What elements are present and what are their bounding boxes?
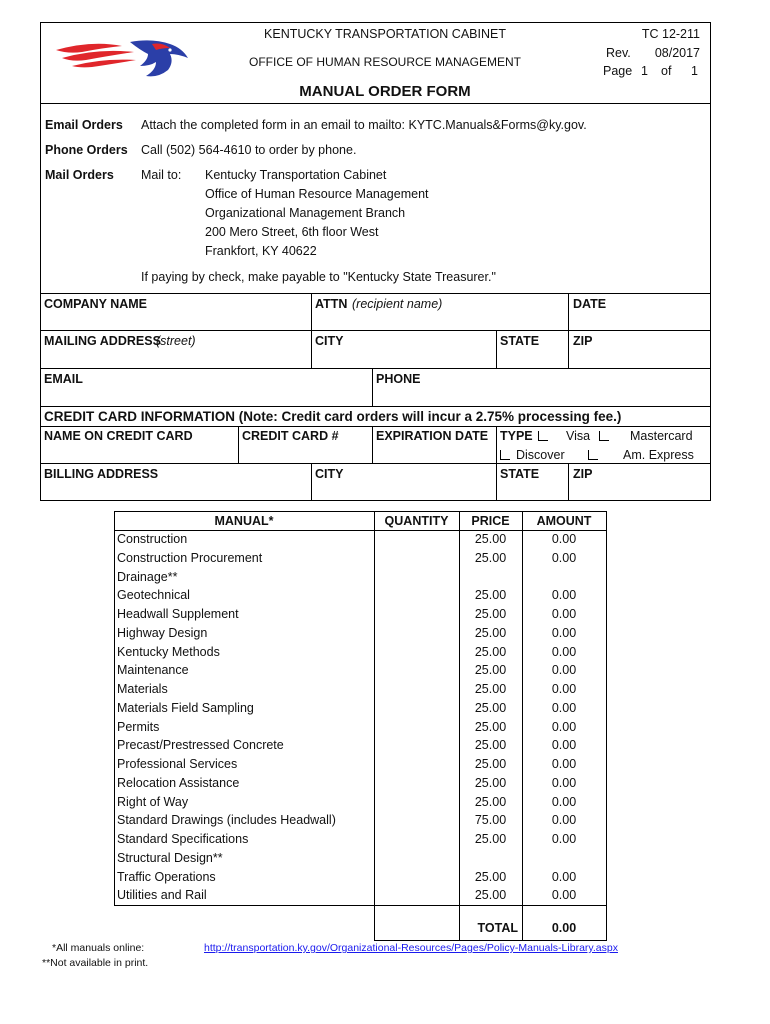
manual-name: Standard Drawings (includes Headwall) [117, 813, 336, 828]
manual-name: Standard Specifications [117, 832, 249, 846]
manual-amount: 0.00 [551, 719, 577, 734]
manual-price: 25.00 [474, 644, 507, 659]
name-on-card-field[interactable]: NAME ON CREDIT CARD [44, 429, 193, 443]
rev-label: Rev. [606, 46, 631, 60]
manual-name: Materials Field Sampling [117, 700, 254, 715]
manual-amount: 0.00 [551, 775, 577, 790]
mail-address-line: Kentucky Transportation Cabinet [205, 168, 387, 182]
page-number: 1 [641, 64, 648, 78]
print-note: **Not available in print. [42, 957, 149, 969]
expiration-field[interactable]: EXPIRATION DATE [376, 429, 489, 443]
mail-address-line: Frankfort, KY 40622 [205, 244, 317, 258]
mastercard-checkbox[interactable] [599, 431, 609, 441]
manual-price: 25.00 [474, 588, 507, 603]
state-field[interactable]: STATE [500, 334, 540, 348]
quantity-input[interactable] [376, 532, 458, 549]
company-name-field[interactable]: COMPANY NAME [44, 297, 148, 311]
mastercard-label: Mastercard [630, 429, 693, 443]
total-label: TOTAL [477, 921, 518, 935]
manual-amount: 0.00 [551, 550, 577, 565]
check-note: If paying by check, make payable to "Kentucky State Treasurer." [141, 270, 496, 284]
billing-address-field[interactable]: BILLING ADDRESS [44, 467, 159, 481]
form-number: TC 12-211 [641, 27, 700, 41]
quantity-input[interactable] [376, 888, 458, 905]
rev-date: 08/2017 [654, 46, 700, 60]
manual-price: 25.00 [474, 682, 507, 696]
phone-field[interactable]: PHONE [376, 372, 421, 386]
mail-address-line: Office of Human Resource Management [205, 187, 429, 201]
manual-price: 25.00 [474, 869, 507, 884]
manual-name: Professional Services [117, 757, 238, 771]
visa-checkbox[interactable] [538, 431, 548, 441]
manual-name: Maintenance [117, 663, 189, 678]
manual-name: Highway Design [117, 625, 208, 640]
manual-amount: 0.00 [551, 532, 577, 546]
manual-price: 25.00 [474, 700, 507, 715]
manual-price: 25.00 [474, 775, 507, 790]
quantity-input[interactable] [376, 720, 458, 737]
total-value: 0.00 [551, 921, 577, 935]
discover-label: Discover [516, 448, 565, 462]
quantity-input[interactable] [376, 776, 458, 793]
manual-price: 25.00 [474, 550, 507, 565]
card-type-label: TYPE [500, 429, 533, 443]
mailing-hint: (street) [156, 334, 196, 348]
manual-amount: 0.00 [551, 700, 577, 715]
mail-address-line: Organizational Management Branch [205, 206, 406, 220]
city-field[interactable]: CITY [315, 334, 344, 348]
discover-checkbox[interactable] [500, 450, 510, 460]
date-field[interactable]: DATE [573, 297, 607, 311]
quantity-input[interactable] [376, 813, 458, 830]
quantity-input[interactable] [376, 663, 458, 680]
mail-orders-label: Mail Orders [45, 168, 114, 182]
mail-to-label: Mail to: [141, 168, 182, 182]
manual-name: Traffic Operations [117, 869, 216, 884]
manual-price: 75.00 [474, 813, 507, 828]
manual-amount: 0.00 [551, 813, 577, 828]
email-orders-text: Attach the completed form in an email to mailto: KYTC.Manuals&Forms@ky.gov. [141, 118, 587, 132]
kytc-logo [52, 36, 202, 80]
manual-name: Permits [117, 719, 160, 734]
manual-amount: 0.00 [551, 794, 577, 809]
quantity-input[interactable] [376, 570, 458, 587]
manual-amount: 0.00 [551, 607, 577, 621]
of-label: of [661, 64, 672, 78]
quantity-input[interactable] [376, 551, 458, 568]
agency-name: KENTUCKY TRANSPORTATION CABINET [264, 27, 506, 41]
manual-name: Geotechnical [117, 588, 190, 603]
manual-name: Precast/Prestressed Concrete [117, 738, 284, 753]
manual-name: Construction Procurement [117, 550, 263, 565]
page-label: Page [603, 64, 633, 78]
manuals-table [114, 511, 607, 941]
manual-price: 25.00 [474, 625, 507, 640]
manual-amount: 0.00 [551, 644, 577, 659]
manual-price: 25.00 [474, 888, 507, 903]
billing-zip-field[interactable]: ZIP [573, 467, 593, 481]
card-number-field[interactable]: CREDIT CARD # [242, 429, 339, 443]
manual-price: 25.00 [474, 607, 507, 621]
quantity-input[interactable] [376, 682, 458, 699]
amex-label: Am. Express [623, 448, 694, 462]
mailing-address-field[interactable]: MAILING ADDRESS [44, 334, 161, 348]
manual-name: Construction [117, 532, 188, 546]
quantity-input[interactable] [376, 626, 458, 643]
attn-hint: (recipient name) [352, 297, 443, 311]
manual-name: Headwall Supplement [117, 607, 239, 621]
credit-card-heading: CREDIT CARD INFORMATION (Note: Credit card orders will incur a 2.75% processing fee.) [44, 409, 622, 424]
manual-name: Relocation Assistance [117, 775, 240, 790]
quantity-header: QUANTITY [384, 514, 449, 528]
form-title: MANUAL ORDER FORM [299, 83, 471, 100]
manual-price: 25.00 [474, 663, 507, 678]
email-orders-label: Email Orders [45, 118, 123, 132]
manual-amount: 0.00 [551, 738, 577, 753]
zip-field[interactable]: ZIP [573, 334, 593, 348]
quantity-input[interactable] [376, 645, 458, 662]
email-field[interactable]: EMAIL [44, 372, 83, 386]
quantity-input[interactable] [376, 851, 458, 868]
attn-field[interactable]: ATTN [315, 297, 348, 311]
online-note: *All manuals online: [52, 942, 145, 954]
manual-amount: 0.00 [551, 757, 577, 771]
manual-amount: 0.00 [551, 625, 577, 640]
manual-price: 25.00 [474, 738, 507, 753]
quantity-input[interactable] [376, 588, 458, 605]
manuals-library-link[interactable]: http://transportation.ky.gov/Organizational-Resources/Pages/Policy-Manuals-Library.aspx [204, 942, 618, 954]
manual-amount: 0.00 [551, 888, 577, 903]
manual-amount: 0.00 [551, 869, 577, 884]
manual-header: MANUAL* [214, 514, 274, 528]
manual-price: 25.00 [474, 832, 507, 846]
manual-amount: 0.00 [551, 682, 577, 696]
manual-price: 25.00 [474, 794, 507, 809]
manual-name: Structural Design** [117, 850, 223, 865]
quantity-input[interactable] [376, 701, 458, 718]
quantity-input[interactable] [376, 738, 458, 755]
billing-city-field[interactable]: CITY [315, 467, 344, 481]
manual-name: Drainage** [117, 569, 178, 584]
quantity-input[interactable] [376, 870, 458, 887]
phone-orders-label: Phone Orders [45, 143, 128, 157]
billing-state-field[interactable]: STATE [500, 467, 540, 481]
manual-price: 25.00 [474, 757, 507, 771]
price-header: PRICE [471, 514, 510, 528]
manual-name: Utilities and Rail [117, 888, 207, 903]
visa-label: Visa [566, 429, 591, 443]
page-total: 1 [691, 64, 698, 78]
mail-address-line: 200 Mero Street, 6th floor West [205, 225, 379, 239]
manual-amount: 0.00 [551, 832, 577, 846]
quantity-input[interactable] [376, 757, 458, 774]
amount-header: AMOUNT [536, 514, 592, 528]
manual-name: Materials [117, 682, 168, 696]
office-name: OFFICE OF HUMAN RESOURCE MANAGEMENT [248, 55, 521, 69]
phone-orders-text: Call (502) 564-4610 to order by phone. [141, 143, 357, 157]
manual-price: 25.00 [474, 719, 507, 734]
quantity-input[interactable] [376, 832, 458, 849]
manual-name: Right of Way [117, 794, 189, 809]
amex-checkbox[interactable] [588, 450, 598, 460]
manual-price: 25.00 [474, 532, 507, 546]
quantity-input[interactable] [376, 607, 458, 624]
manual-amount: 0.00 [551, 588, 577, 603]
manual-name: Kentucky Methods [117, 644, 220, 659]
quantity-input[interactable] [376, 795, 458, 812]
manual-amount: 0.00 [551, 663, 577, 678]
